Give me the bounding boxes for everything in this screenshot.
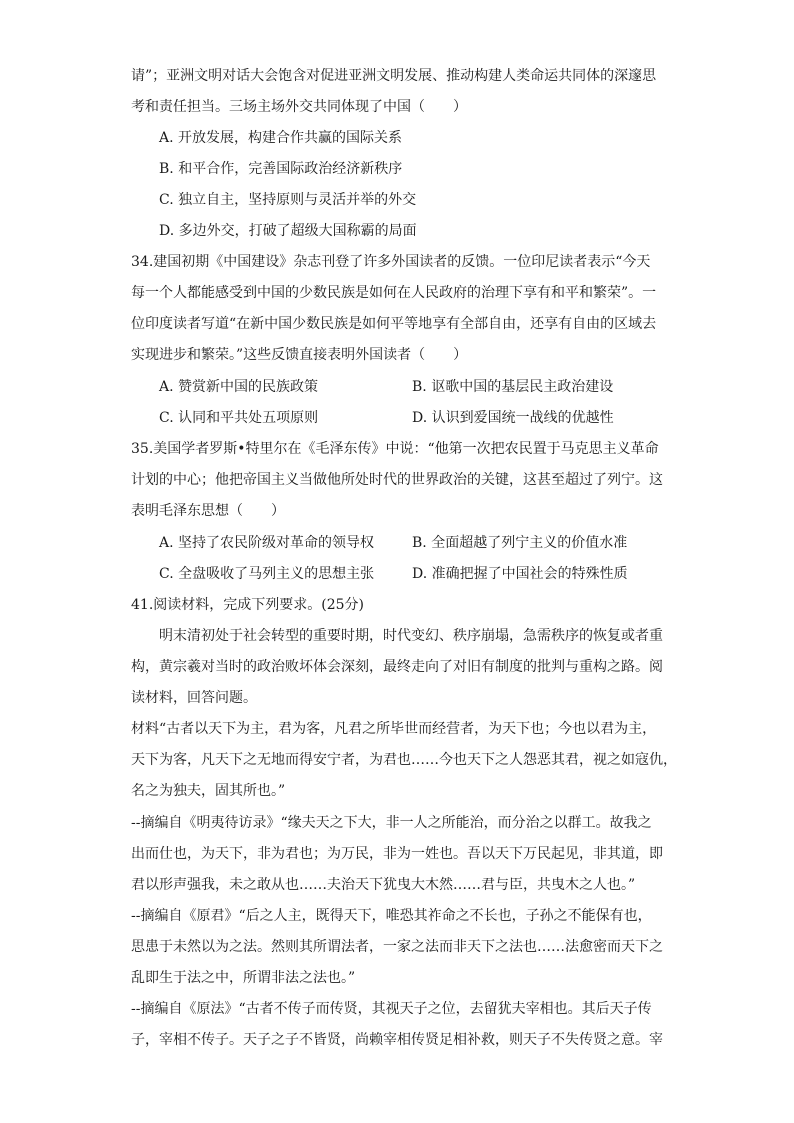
q33-option-b: B. 和平合作，完善国际政治经济新秩序	[159, 161, 403, 177]
q41-intro-line: 构，黄宗羲对当时的政治败坏体会深刻，最终走向了对旧有制度的批判与重构之路。阅	[131, 659, 663, 675]
material-line: 出而仕也，为天下，非为君也；为万民，非为一姓也。吾以天下万民起见，非其道，即	[131, 846, 663, 862]
text-line: 请”；亚洲文明对话大会饱含对促进亚洲文明发展、推动构建人类命运共同体的深邃思	[131, 68, 657, 84]
material-line: 子，宰相不传子。天子之子不皆贤，尚赖宰相传贤足相补救，则天子不失传贤之意。宰	[131, 1032, 663, 1048]
q35-stem-line: 计划的中心；他把帝国主义当做他所处时代的世界政治的关键，这甚至超过了列宁。这	[131, 472, 663, 488]
material-line: --摘编自《原君》“后之人主，既得天下，唯恐其祚命之不长也，子孙之不能保有也，	[131, 908, 652, 924]
material-line: --摘编自《原法》“古者不传子而传贤，其视天子之位，去留犹夫宰相也。其后天子传	[131, 1001, 652, 1017]
q41-intro-line: 读材料，回答问题。	[131, 690, 257, 706]
q35-option-b: B. 全面超越了列宁主义的价值水准	[412, 535, 628, 551]
q35-stem-line: 表明毛泽东思想（ ）	[131, 503, 285, 519]
q35-option-d: D. 准确把握了中国社会的特殊性质	[412, 566, 628, 582]
material-line: 材料“古者以天下为主，君为客，凡君之所毕世而经营者，为天下也；今也以君为主，	[131, 721, 657, 737]
q34-option-b: B. 讴歌中国的基层民主政治建设	[412, 379, 614, 395]
q35-option-a: A. 坚持了农民阶级对革命的领导权	[159, 535, 375, 551]
q34-option-d: D. 认识到爱国统一战线的优越性	[412, 410, 614, 426]
q35-option-c: C. 全盘吸收了马列主义的思想主张	[159, 566, 375, 582]
material-line: --摘编自《明夷待访录》“缘夫天之下大，非一人之所能治，而分治之以群工。故我之	[131, 815, 652, 831]
q34-stem-line: 位印度读者写道“在新中国少数民族是如何平等地享有全部自由，还享有自由的区域去	[131, 316, 657, 332]
q33-option-a: A. 开放发展，构建合作共赢的国际关系	[159, 130, 403, 146]
q34-stem-line: 每一个人都能感受到中国的少数民族是如何在人民政府的治理下享有和平和繁荣”。一	[131, 285, 657, 301]
q41-intro-line: 明末清初处于社会转型的重要时期，时代变幻、秩序崩塌，急需秩序的恢复或者重	[159, 628, 663, 644]
q35-stem-line: 35.美国学者罗斯•特里尔在《毛泽东传》中说：“他第一次把农民置于马克思主义革命	[131, 441, 659, 457]
q34-stem-line: 34.建国初期《中国建设》杂志刊登了许多外国读者的反馈。一位印尼读者表示“今天	[131, 254, 651, 270]
material-line: 名之为独夫，固其所也。”	[131, 783, 286, 799]
q33-option-d: D. 多边外交，打破了超级大国称霸的局面	[159, 223, 417, 239]
q34-option-c: C. 认同和平共处五项原则	[159, 410, 319, 426]
material-line: 天下为客，凡天下之无地而得安宁者，为君也……今也天下之人怨恶其君，视之如寇仇，	[131, 752, 677, 768]
material-line: 君以形声强我，未之敢从也……夫治天下犹曳大木然……君与臣，共曳木之人也。”	[131, 877, 636, 893]
q34-stem-line: 实现进步和繁荣。”这些反馈直接表明外国读者（ ）	[131, 347, 468, 363]
material-line: 思患于未然以为之法。然则其所谓法者，一家之法而非天下之法也……法愈密而天下之	[131, 939, 663, 955]
q41-heading: 41.阅读材料，完成下列要求。(25分)	[131, 597, 365, 613]
q34-option-a: A. 赞赏新中国的民族政策	[159, 379, 319, 395]
text-line: 考和责任担当。三场主场外交共同体现了中国（ ）	[131, 99, 467, 115]
q33-option-c: C. 独立自主，坚持原则与灵活并举的外交	[159, 192, 417, 208]
material-line: 乱即生于法之中，所谓非法之法也。”	[131, 970, 356, 986]
